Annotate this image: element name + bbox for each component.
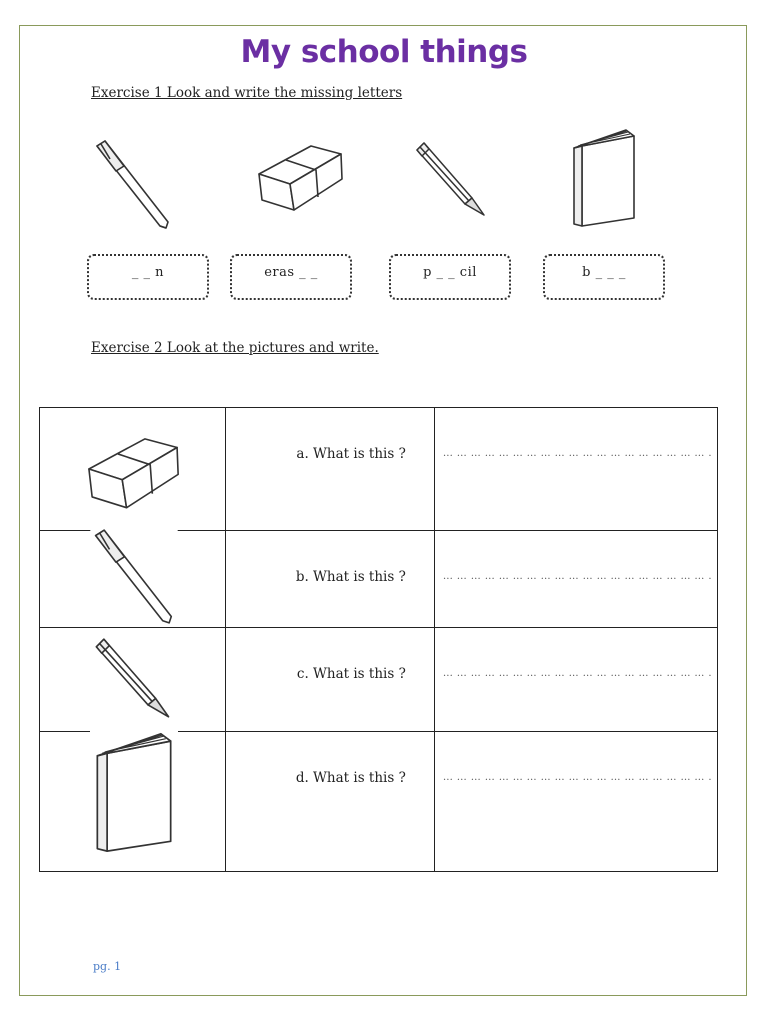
pencil-icon [414,140,488,218]
answer-line-c[interactable]: … … … … … … … … … … … … … … … … … … … . [442,668,712,679]
question-cell [226,628,434,732]
picture-cell [40,408,226,531]
picture-cell [40,732,226,872]
answer-cell[interactable] [434,732,717,872]
picture-cell [40,628,226,732]
word-box-book[interactable]: b _ _ _ [543,254,665,300]
answer-cell[interactable] [434,628,717,732]
book-icon [568,124,640,228]
question-b: b. What is this ? [295,569,406,585]
question-cell [226,732,434,872]
table-row [40,531,718,628]
word-box-pen[interactable]: _ _ n [87,254,209,300]
answer-line-a[interactable]: … … … … … … … … … … … … … … … … … … … . [442,448,712,459]
word-box-pencil[interactable]: p _ _ cil [389,254,511,300]
question-cell [226,408,434,531]
pen-icon [90,527,178,625]
question-d: d. What is this ? [295,770,406,786]
page-number: pg. 1 [93,960,122,973]
exercise2-table [39,407,718,872]
picture-cell [40,531,226,628]
answer-line-d[interactable]: … … … … … … … … … … … … … … … … … … … . [442,772,712,783]
question-a: a. What is this ? [296,446,406,462]
book-icon [90,726,178,854]
answer-line-b[interactable]: … … … … … … … … … … … … … … … … … … … . [442,571,712,582]
eraser-icon [256,134,344,214]
eraser-icon [83,426,183,512]
table-row [40,408,718,531]
exercise1-heading: Exercise 1 Look and write the missing letters [91,85,403,101]
table-row [40,628,718,732]
page-title: My school things [240,34,528,70]
exercise2-heading: Exercise 2 Look at the pictures and write. [91,340,379,356]
pencil-icon [92,636,174,720]
pen-icon [92,138,174,230]
word-box-eraser[interactable]: eras _ _ [230,254,352,300]
answer-cell[interactable] [434,531,717,628]
question-cell [226,531,434,628]
answer-cell[interactable] [434,408,717,531]
table-row [40,732,718,872]
question-c: c. What is this ? [296,666,406,682]
